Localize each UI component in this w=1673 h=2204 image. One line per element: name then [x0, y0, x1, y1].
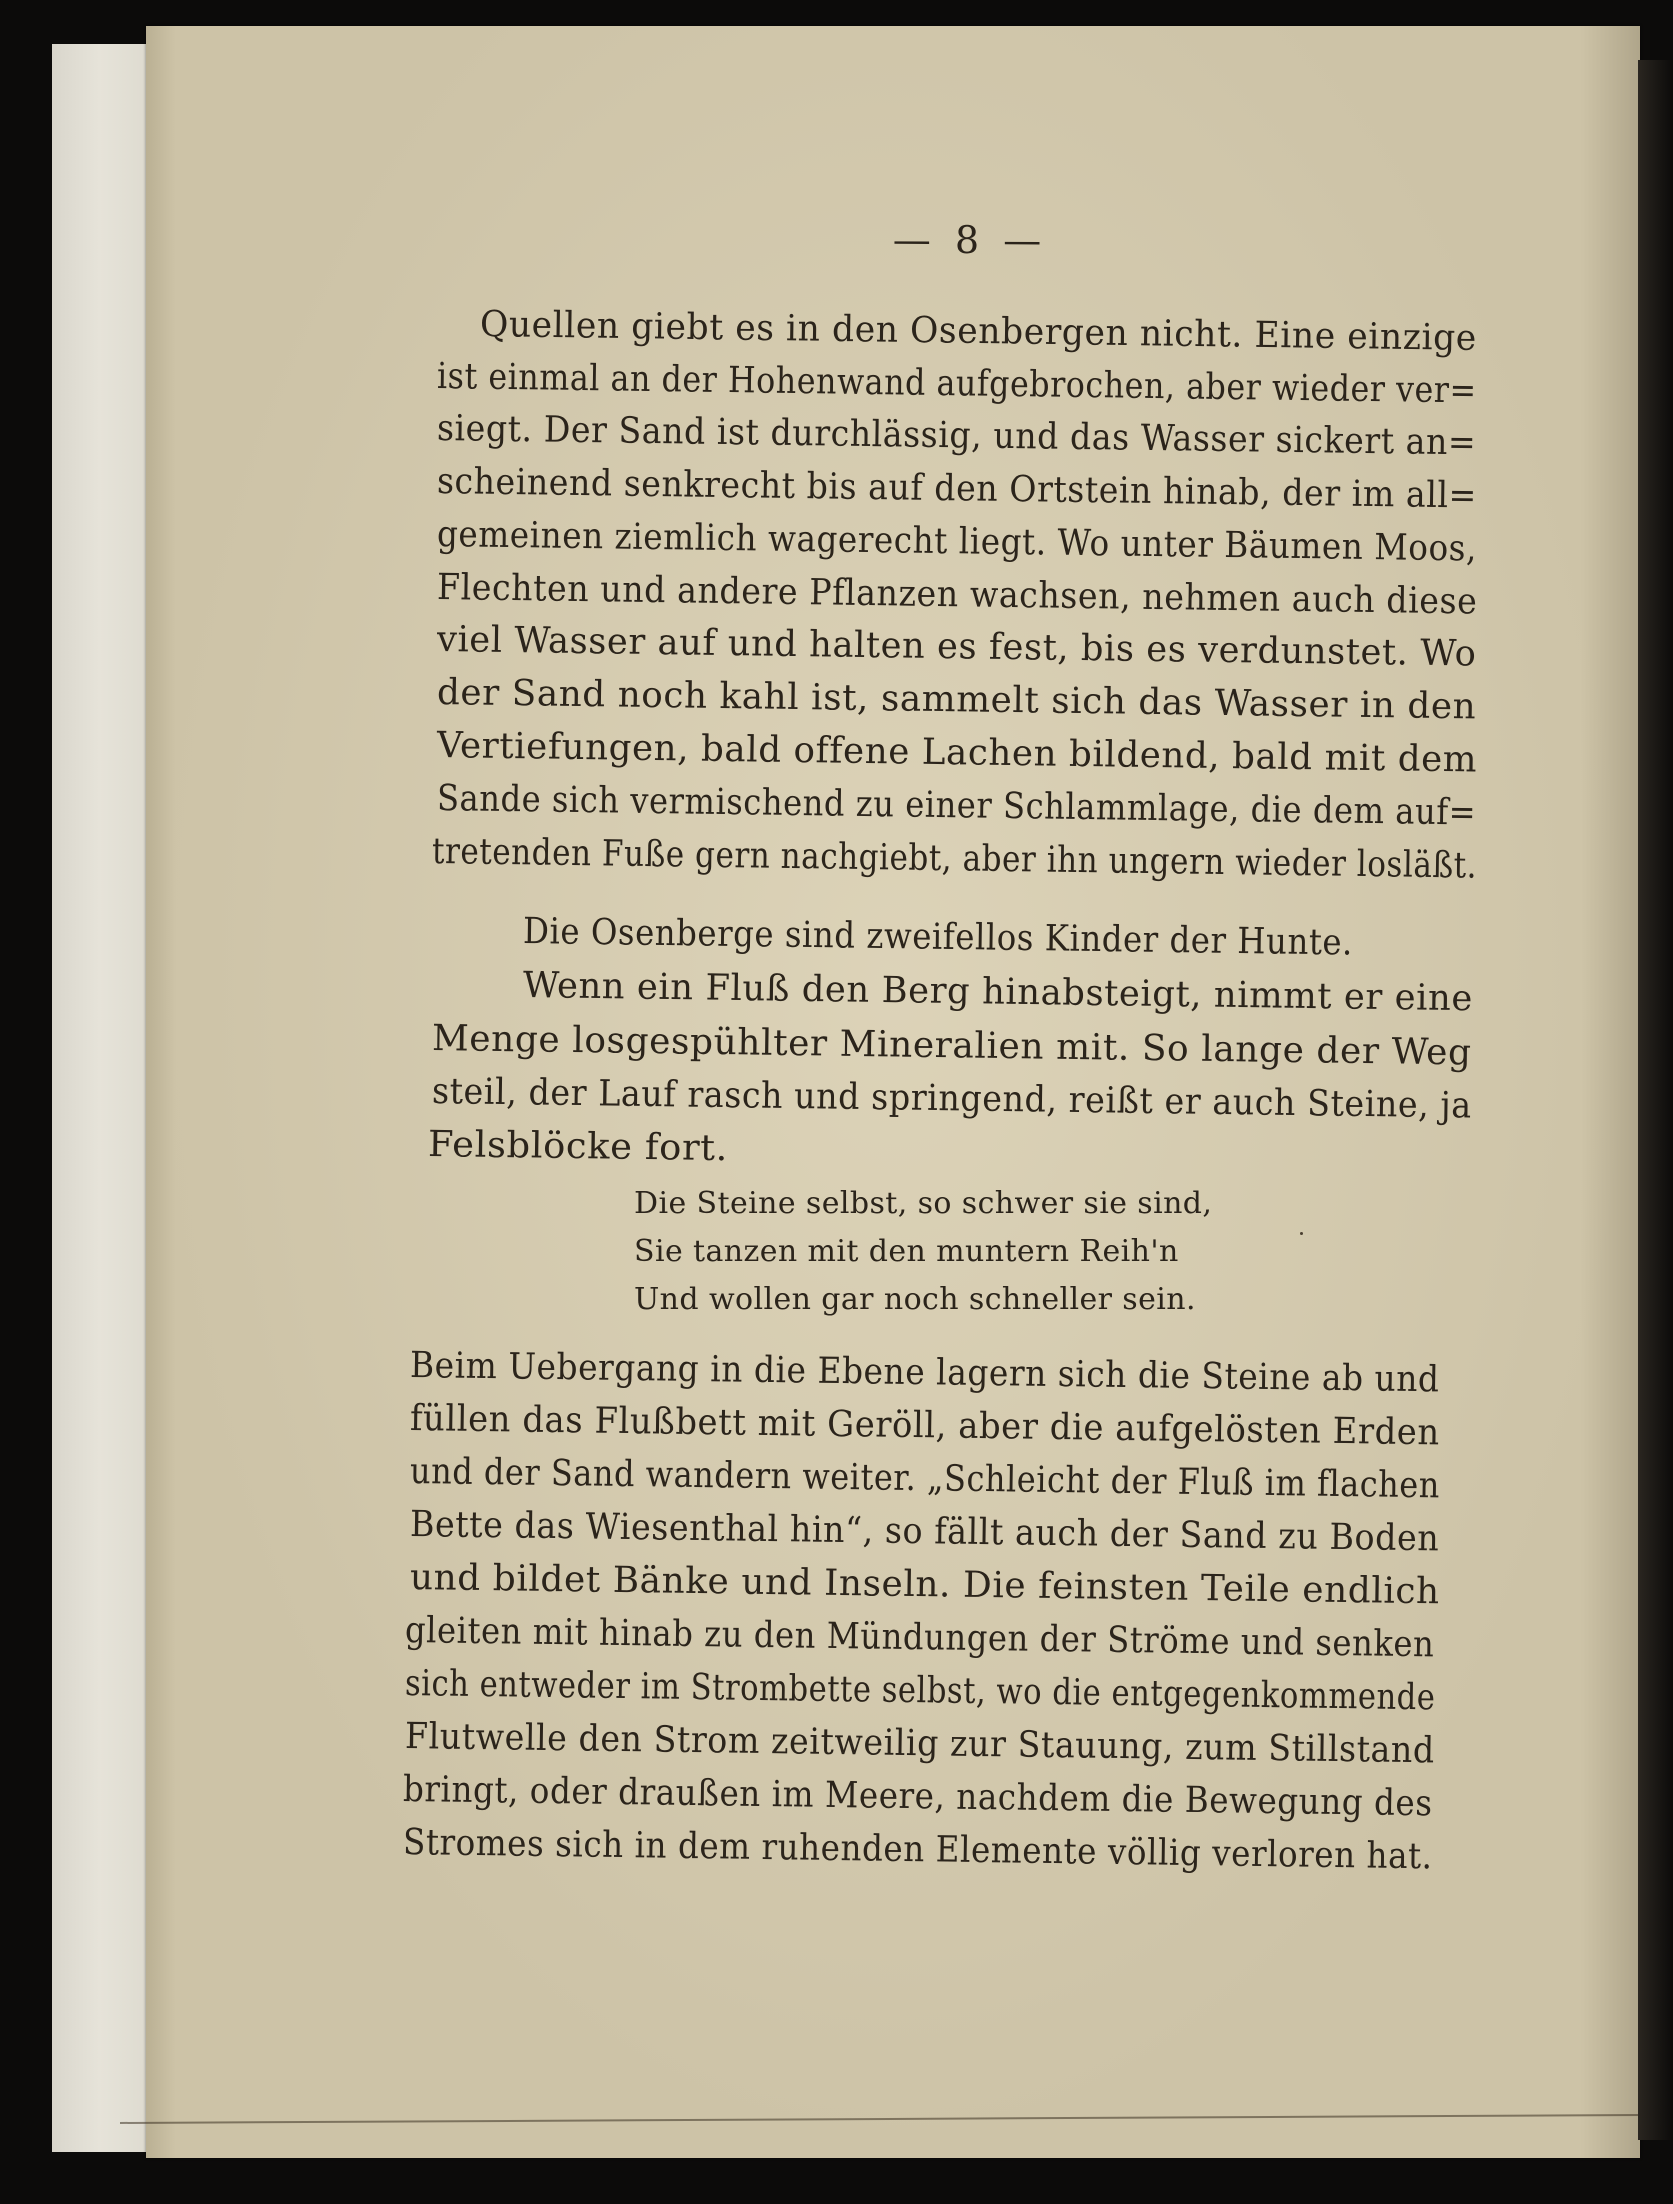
text-line: Wenn ein Fluß den Berg hinabsteigt, nimmt er eine: [522, 965, 1474, 1020]
text-line: sich entweder im Strombette selbst, wo die entgegenkommende: [404, 1663, 1436, 1719]
text-line: Stromes sich in dem ruhenden Elemente völlig verloren hat.: [402, 1822, 1433, 1878]
text-line: der Sand noch kahl ist, sammelt sich das Wasser in den: [436, 672, 1477, 728]
text-line: gemeinen ziemlich wagerecht liegt. Wo unter Bäumen Moos,: [436, 514, 1478, 570]
text-line: tretenden Fuße gern nachgiebt, aber ihn ungern wieder losläßt.: [431, 831, 1478, 887]
verse-line: Sie tanzen mit den muntern Reih'n: [634, 1234, 1179, 1269]
text-line: Flutwelle den Strom zeitweilig zur Stauung, zum Stillstand: [404, 1716, 1436, 1772]
text-line: und bildet Bänke und Inseln. Die feinsten Teile endlich: [409, 1557, 1441, 1613]
text-line: Vertiefungen, bald offene Lachen bildend, bald mit dem: [436, 725, 1478, 781]
text-line: Flechten und andere Pflanzen wachsen, nehmen auch diese: [436, 567, 1478, 623]
text-line: bringt, oder draußen im Meere, nachdem die Bewegung des: [402, 1769, 1433, 1825]
text-line: gleiten mit hinab zu den Mündungen der Ströme und senken: [404, 1610, 1435, 1666]
page-number: — 8 —: [892, 217, 1048, 263]
text-line: Menge losgespühlter Mineralien mit. So lange der Weg: [431, 1018, 1472, 1074]
text-line: Quellen giebt es in den Osenbergen nicht. Eine einzige: [479, 304, 1478, 359]
text-line: viel Wasser auf und halten es fest, bis es verdunstet. Wo: [436, 619, 1477, 675]
text-line: Beim Uebergang in die Ebene lagern sich die Steine ab und: [409, 1345, 1440, 1401]
text-line: Felsblöcke fort.: [427, 1124, 729, 1170]
text-line: Bette das Wiesenthal hin“, so fällt auch der Sand zu Boden: [409, 1504, 1440, 1560]
text-line: und der Sand wandern weiter. „Schleicht der Fluß im flachen: [409, 1451, 1441, 1507]
text-line: füllen das Flußbett mit Geröll, aber die aufgelösten Erden: [409, 1398, 1441, 1454]
verse-line: Und wollen gar noch schneller sein.: [634, 1282, 1196, 1317]
text-line: scheinend senkrecht bis auf den Ortstein hinab, der im all=: [436, 461, 1478, 517]
text-line: steil, der Lauf rasch und springend, reißt er auch Steine, ja: [431, 1071, 1472, 1127]
verse-line: Die Steine selbst, so schwer sie sind,: [634, 1186, 1213, 1221]
text-line: Sande sich vermischend zu einer Schlammlage, die dem auf=: [436, 778, 1477, 834]
text-line: siegt. Der Sand ist durchlässig, und das Wasser sickert an=: [436, 408, 1477, 464]
text-line: ist einmal an der Hohenwand aufgebrochen, aber wieder ver=: [436, 356, 1477, 412]
text-line: Die Osenberge sind zweifellos Kinder der Hunte.: [522, 911, 1354, 964]
